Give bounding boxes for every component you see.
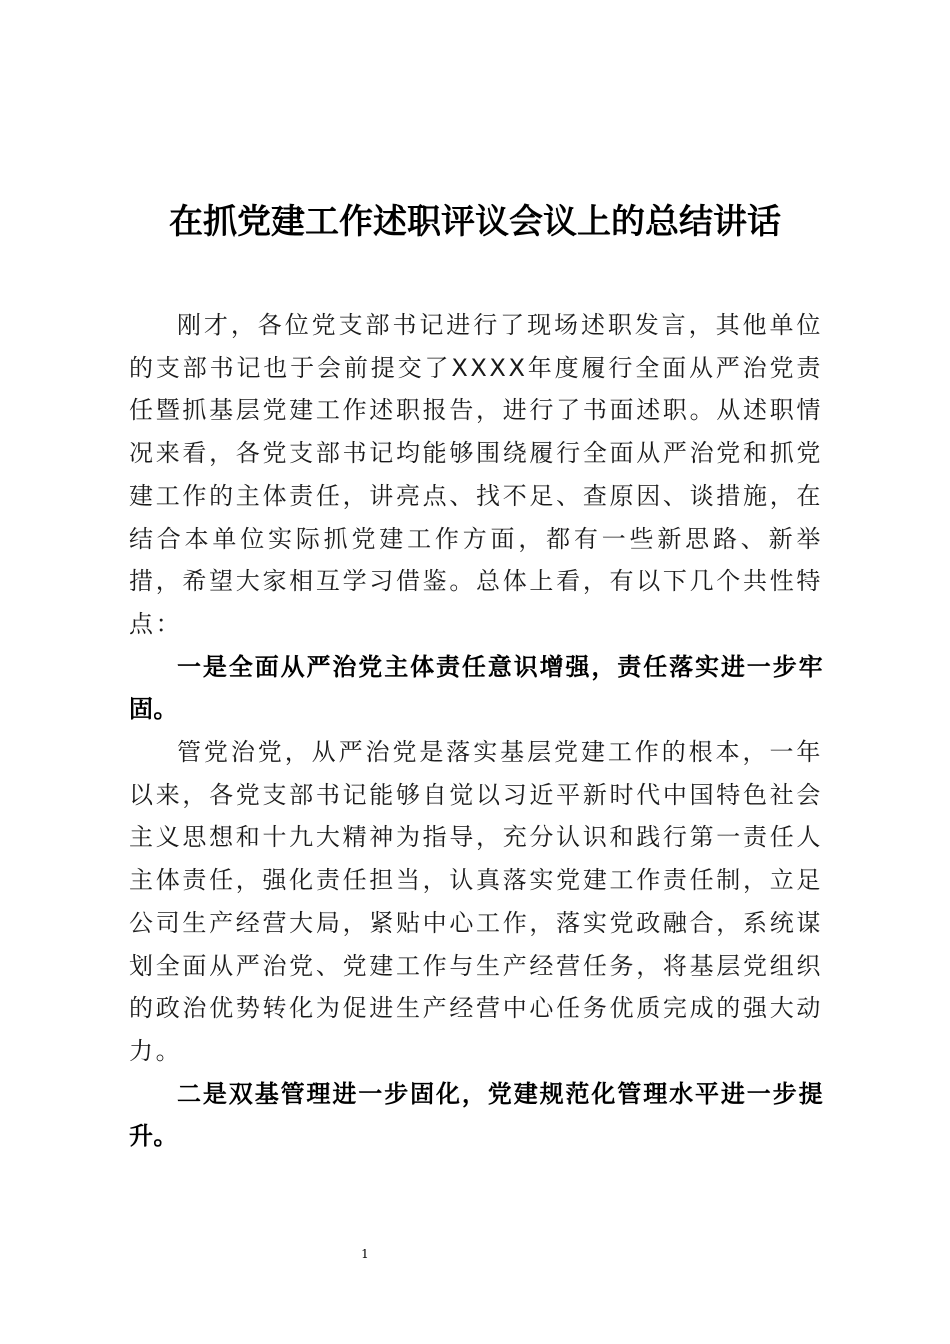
page-number: 1 [361,1247,369,1261]
document-title: 在抓党建工作述职评议会议上的总结讲话 [169,202,781,242]
paragraph-point-one-detail: 管党治党，从严治党是落实基层党建工作的根本，一年以来，各党支部书记能够自觉以习近平新时代中国特色社会主义思想和十九大精神为指导，充分认识和践行第一责任人主体责任，强化责任担当，认真落实党建工作责任制，立足公司生产经营大局，紧贴中心工作，落实党政融合，系统谋划全面从严治党、党建工作与生产经营任务，将基层党组织的政治优势转化为促进生产经营中心任务优质完成的强大动力。 [129,738,823,1065]
heading-point-one: 一是全面从严治党主体责任意识增强，责任落实进一步牢固。 [129,652,823,724]
paragraph-intro: 刚才，各位党支部书记进行了现场述职发言，其他单位的支部书记也于会前提交了XXXX年度履行全面从严治党责任暨抓基层党建工作述职报告，进行了书面述职。从述职情况来看，各党支部书记均能够围绕履行全面从严治党和抓党建工作的主体责任，讲亮点、找不足、查原因、谈措施，在结合本单位实际抓党建工作方面，都有一些新思路、新举措，希望大家相互学习借鉴。总体上看，有以下几个共性特点： [129,311,823,638]
document-body [129,304,823,1158]
heading-point-two: 二是双基管理进一步固化，党建规范化管理水平进一步提升。 [129,1079,823,1151]
